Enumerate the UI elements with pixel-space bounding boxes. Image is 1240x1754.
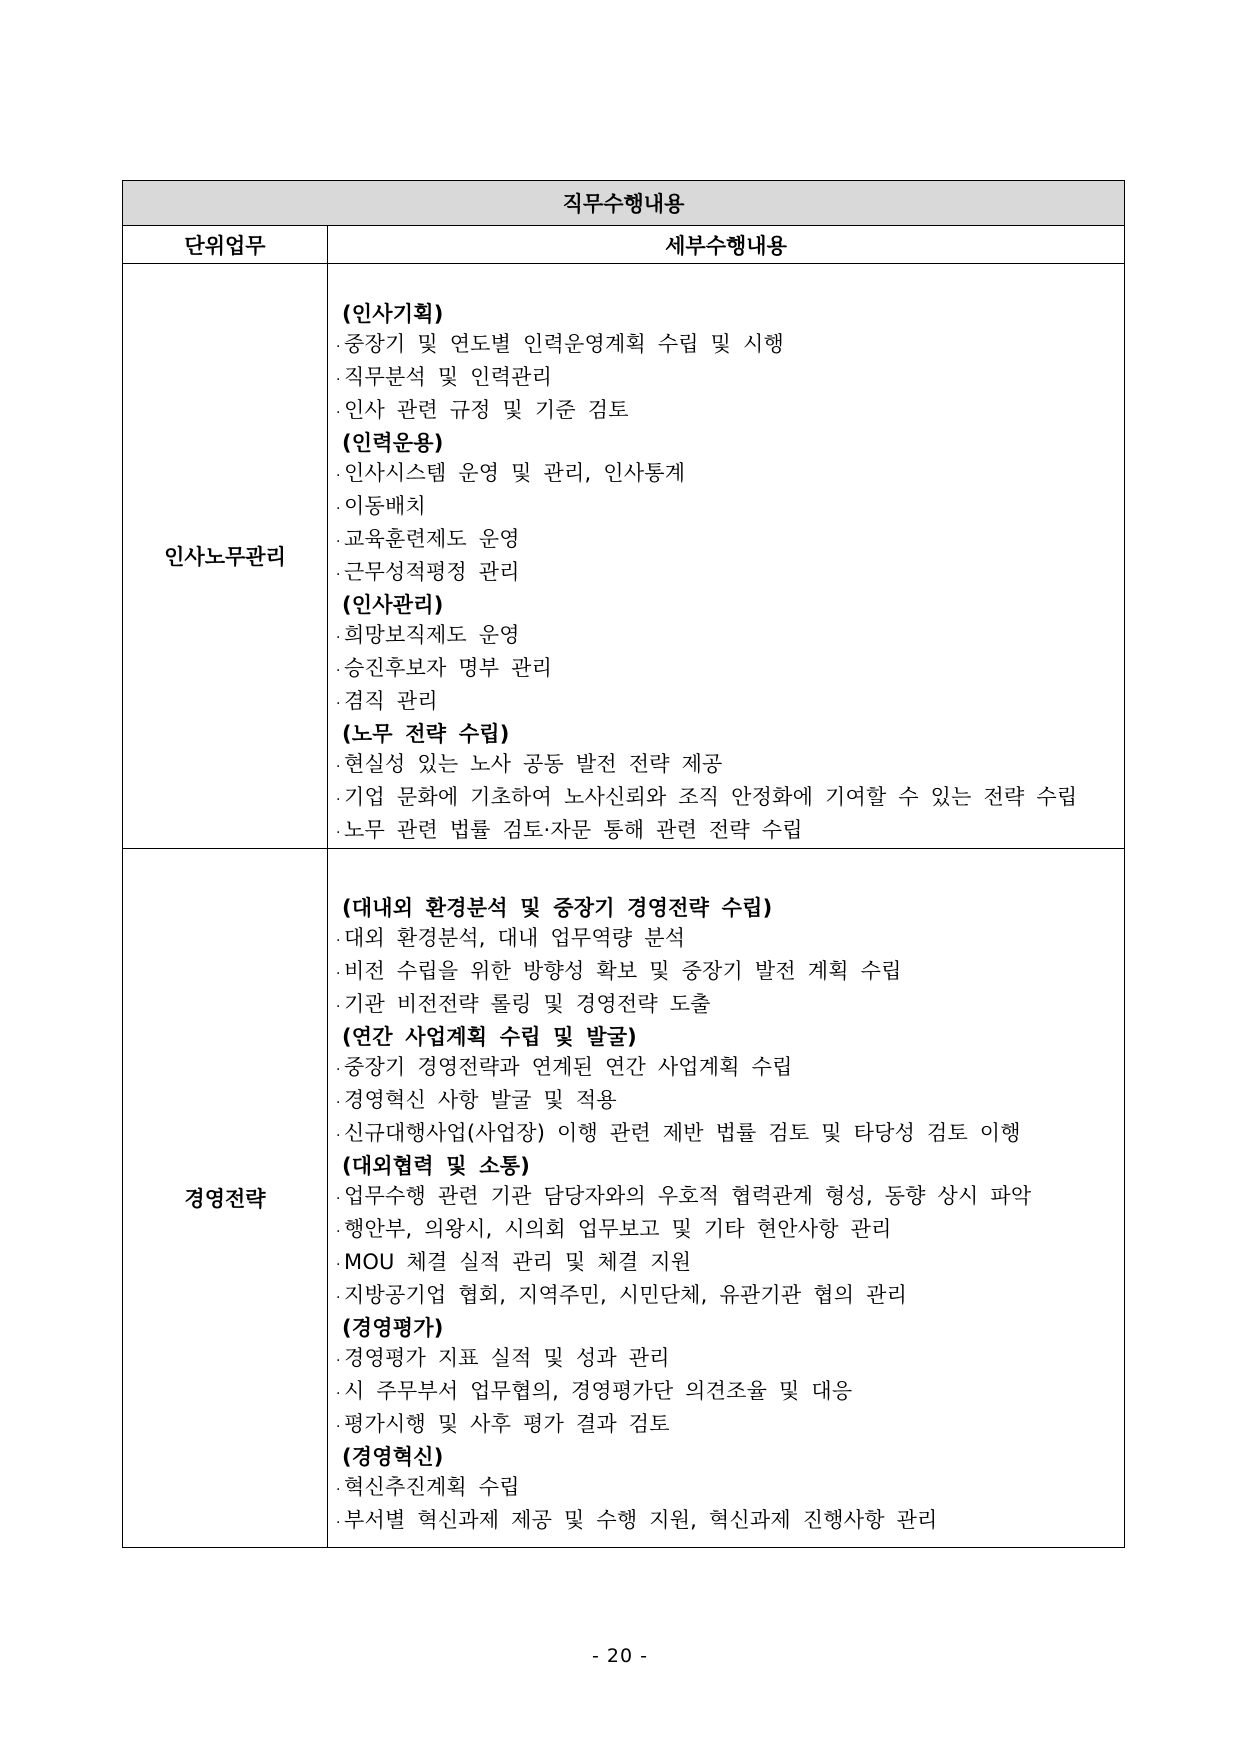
list-item — [336, 989, 1118, 1022]
section-heading — [336, 299, 1118, 329]
bullet-dot-icon: · — [336, 630, 341, 646]
list-item — [336, 1085, 1118, 1118]
line-text: 신규대행사업(사업장) 이행 관련 제반 법률 검토 및 타당성 검토 이행 — [344, 1121, 1021, 1145]
list-item — [336, 1409, 1118, 1442]
list-item — [336, 1052, 1118, 1085]
bullet-dot-icon: · — [336, 792, 341, 808]
bullet-dot-icon: · — [336, 339, 341, 355]
line-text: 부서별 혁신과제 제공 및 수행 지원, 혁신과제 진행사항 관리 — [344, 1508, 938, 1532]
line-text: 겸직 관리 — [344, 689, 438, 713]
page-number: - 20 - — [592, 1645, 648, 1667]
line-text: 현실성 있는 노사 공동 발전 전략 제공 — [344, 752, 723, 776]
list-item — [336, 1118, 1118, 1151]
table-row — [123, 264, 1125, 849]
bullet-dot-icon: · — [336, 1095, 341, 1111]
line-text: 경영혁신 사항 발굴 및 적용 — [344, 1088, 617, 1112]
duty-table — [122, 180, 1125, 1548]
list-item — [336, 1505, 1118, 1538]
line-text: 혁신추진계획 수립 — [344, 1475, 520, 1499]
list-item — [336, 923, 1118, 956]
list-item — [336, 782, 1118, 815]
list-item — [336, 524, 1118, 557]
list-item — [336, 620, 1118, 653]
bullet-dot-icon: · — [336, 501, 341, 517]
list-item — [336, 1343, 1118, 1376]
bullet-dot-icon: · — [336, 966, 341, 982]
line-text: 인사 관련 규정 및 기준 검토 — [344, 398, 629, 422]
bullet-dot-icon: · — [336, 663, 341, 679]
line-text: 희망보직제도 운영 — [344, 623, 520, 647]
bullet-dot-icon: · — [336, 1128, 341, 1144]
line-text: 경영평가 지표 실적 및 성과 관리 — [344, 1346, 670, 1370]
section-heading — [336, 428, 1118, 458]
list-item — [336, 653, 1118, 686]
line-text: 인사시스템 운영 및 관리, 인사통계 — [344, 461, 686, 485]
line-text: 이동배치 — [344, 494, 426, 518]
line-text: 승진후보자 명부 관리 — [344, 656, 553, 680]
bullet-dot-icon: · — [336, 1191, 341, 1207]
line-text: 근무성적평정 관리 — [344, 560, 520, 584]
section-heading — [336, 719, 1118, 749]
list-item — [336, 956, 1118, 989]
line-text: 중장기 및 연도별 인력운영계획 수립 및 시행 — [344, 332, 784, 356]
bullet-dot-icon: · — [336, 999, 341, 1015]
list-item — [336, 1376, 1118, 1409]
bullet-dot-icon: · — [336, 372, 341, 388]
list-item — [336, 491, 1118, 524]
line-text: MOU 체결 실적 관리 및 체결 지원 — [344, 1250, 692, 1274]
bullet-dot-icon: · — [336, 468, 341, 484]
unit-cell: 경영전략 — [123, 849, 328, 1548]
bullet-dot-icon: · — [336, 1062, 341, 1078]
bullet-dot-icon: · — [336, 1224, 341, 1240]
line-text: (경영평가) — [342, 1316, 444, 1340]
table-row — [123, 849, 1125, 1548]
line-text: 업무수행 관련 기관 담당자와의 우호적 협력관계 형성, 동향 상시 파악 — [344, 1184, 1032, 1208]
line-text: 기관 비전전략 롤링 및 경영전략 도출 — [344, 992, 711, 1016]
bullet-dot-icon: · — [336, 759, 341, 775]
list-item — [336, 1181, 1118, 1214]
line-text: (노무 전략 수립) — [342, 722, 510, 746]
line-text: 대외 환경분석, 대내 업무역량 분석 — [344, 926, 686, 950]
list-item — [336, 395, 1118, 428]
line-text: (인사관리) — [342, 593, 444, 617]
bullet-dot-icon: · — [336, 1257, 341, 1273]
line-text: (대외협력 및 소통) — [342, 1154, 531, 1178]
list-item — [336, 1214, 1118, 1247]
detail-list — [328, 849, 1124, 1538]
list-item — [336, 749, 1118, 782]
unit-cell: 인사노무관리 — [123, 264, 328, 849]
header-unit: 단위업무 — [123, 226, 328, 264]
bullet-dot-icon: · — [336, 1515, 341, 1531]
line-text: 기업 문화에 기초하여 노사신뢰와 조직 안정화에 기여할 수 있는 전략 수립 — [344, 785, 1078, 809]
bullet-dot-icon: · — [336, 1353, 341, 1369]
line-text: 지방공기업 협회, 지역주민, 시민단체, 유관기관 협의 관리 — [344, 1283, 908, 1307]
section-heading — [336, 1022, 1118, 1052]
table-title: 직무수행내용 — [123, 181, 1125, 226]
list-item — [336, 815, 1118, 848]
section-heading — [336, 590, 1118, 620]
list-item — [336, 1247, 1118, 1280]
line-text: 직무분석 및 인력관리 — [344, 365, 553, 389]
section-heading — [336, 1313, 1118, 1343]
section-heading — [336, 1442, 1118, 1472]
header-detail: 세부수행내용 — [328, 226, 1125, 264]
line-text: (연간 사업계획 수립 및 발굴) — [342, 1025, 637, 1049]
detail-cell — [328, 849, 1125, 1548]
line-text: 중장기 경영전략과 연계된 연간 사업계획 수립 — [344, 1055, 793, 1079]
line-text: 비전 수립을 위한 방향성 확보 및 중장기 발전 계획 수립 — [344, 959, 902, 983]
line-text: (경영혁신) — [342, 1445, 444, 1469]
section-heading — [336, 893, 1118, 923]
line-text: (인력운용) — [342, 431, 444, 455]
list-item — [336, 1280, 1118, 1313]
bullet-dot-icon: · — [336, 534, 341, 550]
list-item — [336, 1472, 1118, 1505]
section-heading — [336, 1151, 1118, 1181]
detail-cell — [328, 264, 1125, 849]
bullet-dot-icon: · — [336, 825, 341, 841]
bullet-dot-icon: · — [336, 567, 341, 583]
bullet-dot-icon: · — [336, 696, 341, 712]
line-text: 행안부, 의왕시, 시의회 업무보고 및 기타 현안사항 관리 — [344, 1217, 892, 1241]
line-text: 평가시행 및 사후 평가 결과 검토 — [344, 1412, 670, 1436]
line-text: 시 주무부서 업무협의, 경영평가단 의견조율 및 대응 — [344, 1379, 853, 1403]
list-item — [336, 686, 1118, 719]
list-item — [336, 362, 1118, 395]
line-text: (인사기획) — [342, 302, 444, 326]
bullet-dot-icon: · — [336, 933, 341, 949]
bullet-dot-icon: · — [336, 1386, 341, 1402]
bullet-dot-icon: · — [336, 1419, 341, 1435]
detail-list — [328, 264, 1124, 848]
list-item — [336, 329, 1118, 362]
list-item — [336, 557, 1118, 590]
list-item — [336, 458, 1118, 491]
bullet-dot-icon: · — [336, 405, 341, 421]
line-text: (대내외 환경분석 및 중장기 경영전략 수립) — [342, 896, 773, 920]
bullet-dot-icon: · — [336, 1482, 341, 1498]
line-text: 교육훈련제도 운영 — [344, 527, 520, 551]
line-text: 노무 관련 법률 검토·자문 통해 관련 전략 수립 — [344, 818, 803, 842]
bullet-dot-icon: · — [336, 1290, 341, 1306]
